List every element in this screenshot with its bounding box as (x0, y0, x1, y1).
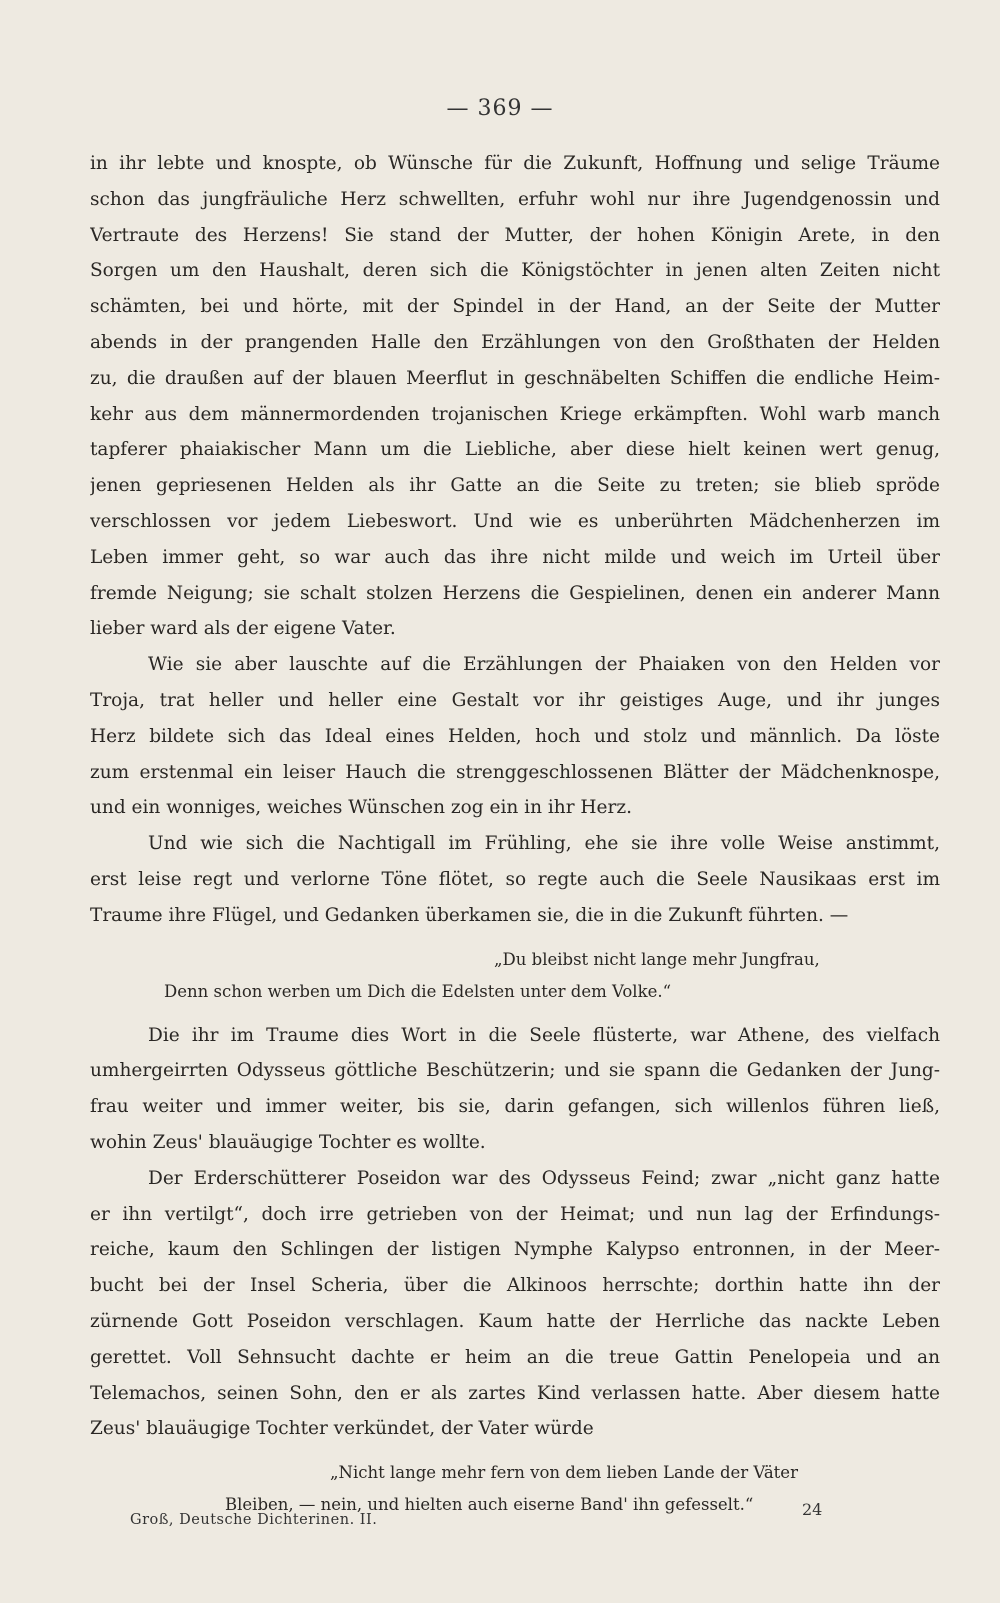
text-line: schämten, bei und hörte, mit der Spindel in der Hand, an der Seite der Mutter (90, 296, 940, 318)
text-line: Troja, trat heller und heller eine Gestalt vor ihr geistiges Auge, und ihr junges (90, 689, 940, 711)
text-line: Traume ihre Flügel, und Gedanken überkamen sie, die in die Zukunft führten. — (90, 904, 849, 926)
verse-line: Denn schon werben um Dich die Edelsten unter dem Volke.“ (164, 981, 672, 1001)
text-line: Sorgen um den Haushalt, deren sich die Königstöchter in jenen alten Zeiten nicht (90, 260, 940, 282)
verse-line: Bleiben, — nein, und hielten auch eiserne Band' ihn gefesselt.“ (225, 1495, 754, 1515)
text-line: frau weiter und immer weiter, bis sie, darin gefangen, sich willenlos führen ließ, (90, 1096, 940, 1118)
text-line: er ihn vertilgt“, doch irre getrieben von der Heimat; und nun lag der Erfindungs- (90, 1203, 940, 1225)
page-number: — 369 — (446, 96, 554, 121)
text-line: reiche, kaum den Schlingen der listigen Nymphe Kalypso entronnen, in der Meer- (90, 1239, 940, 1261)
text-line: Der Erderschütterer Poseidon war des Odysseus Feind; zwar „nicht ganz hatte (148, 1167, 940, 1189)
text-line: zu, die draußen auf der blauen Meerflut in geschnäbelten Schiffen die endliche Heim- (90, 367, 940, 389)
text-line: Und wie sich die Nachtigall im Frühling, ehe sie ihre volle Weise anstimmt, (148, 833, 940, 855)
text-line: zum erstenmal ein leiser Hauch die strenggeschlossenen Blätter der Mädchenknospe, (90, 761, 940, 783)
text-line: schon das jungfräuliche Herz schwellten, erfuhr wohl nur ihre Jugendgenossin und (90, 188, 940, 210)
text-line: Leben immer geht, so war auch das ihre nicht milde und weich im Urteil über (90, 546, 940, 568)
text-line: kehr aus dem männermordenden trojanischen Kriege erkämpften. Wohl warb manch (90, 403, 940, 425)
text-line: gerettet. Voll Sehnsucht dachte er heim an die treue Gattin Penelopeia und an (90, 1346, 940, 1368)
text-line: lieber ward als der eigene Vater. (90, 618, 396, 640)
body-text (90, 146, 940, 1521)
text-line: tapferer phaiakischer Mann um die Liebliche, aber diese hielt keinen wert genug, (90, 439, 940, 461)
text-line: Zeus' blauäugige Tochter verkündet, der Vater würde (90, 1418, 594, 1440)
footer-imprint: Groß, Deutsche Dichterinen. II. (130, 1512, 378, 1528)
text-line: wohin Zeus' blauäugige Tochter es wollte. (90, 1131, 486, 1153)
text-line: bucht bei der Insel Scheria, über die Alkinoos herrschte; dorthin hatte ihn der (90, 1275, 940, 1297)
text-line: jenen gepriesenen Helden als ihr Gatte an die Seite zu treten; sie blieb spröde (90, 475, 940, 497)
text-line: Wie sie aber lauschte auf die Erzählungen der Phaiaken von den Helden vor (148, 654, 940, 676)
text-line: zürnende Gott Poseidon verschlagen. Kaum hatte der Herrliche das nackte Leben (90, 1310, 940, 1332)
text-line: Herz bildete sich das Ideal eines Helden, hoch und stolz und männlich. Da löste (90, 725, 940, 747)
text-line: umhergeirrten Odysseus göttliche Beschützerin; und sie spann die Gedanken der Jung- (90, 1060, 940, 1082)
text-line: Telemachos, seinen Sohn, den er als zartes Kind verlassen hatte. Aber diesem hatte (90, 1382, 940, 1404)
text-line: Vertraute des Herzens! Sie stand der Mutter, der hohen Königin Arete, in den (90, 224, 940, 246)
text-line: in ihr lebte und knospte, ob Wünsche für die Zukunft, Hoffnung und selige Träume (90, 153, 940, 174)
signature-mark: 24 (802, 1500, 823, 1519)
verse-line: „Nicht lange mehr fern von dem lieben Lande der Väter (330, 1463, 798, 1483)
text-line: und ein wonniges, weiches Wünschen zog ein in ihr Herz. (90, 797, 632, 819)
verse-line: „Du bleibst nicht lange mehr Jungfrau, (494, 949, 820, 969)
text-line: abends in der prangenden Halle den Erzählungen von den Großthaten der Helden (90, 331, 940, 353)
text-line: Die ihr im Traume dies Wort in die Seele flüsterte, war Athene, des vielfach (148, 1024, 940, 1046)
text-line: verschlossen vor jedem Liebeswort. Und wie es unberührten Mädchenherzen im (90, 510, 940, 532)
text-line: fremde Neigung; sie schalt stolzen Herzens die Gespielinen, denen ein anderer Mann (90, 582, 940, 604)
text-line: erst leise regt und verlorne Töne flötet, so regte auch die Seele Nausikaas erst im (90, 868, 940, 890)
